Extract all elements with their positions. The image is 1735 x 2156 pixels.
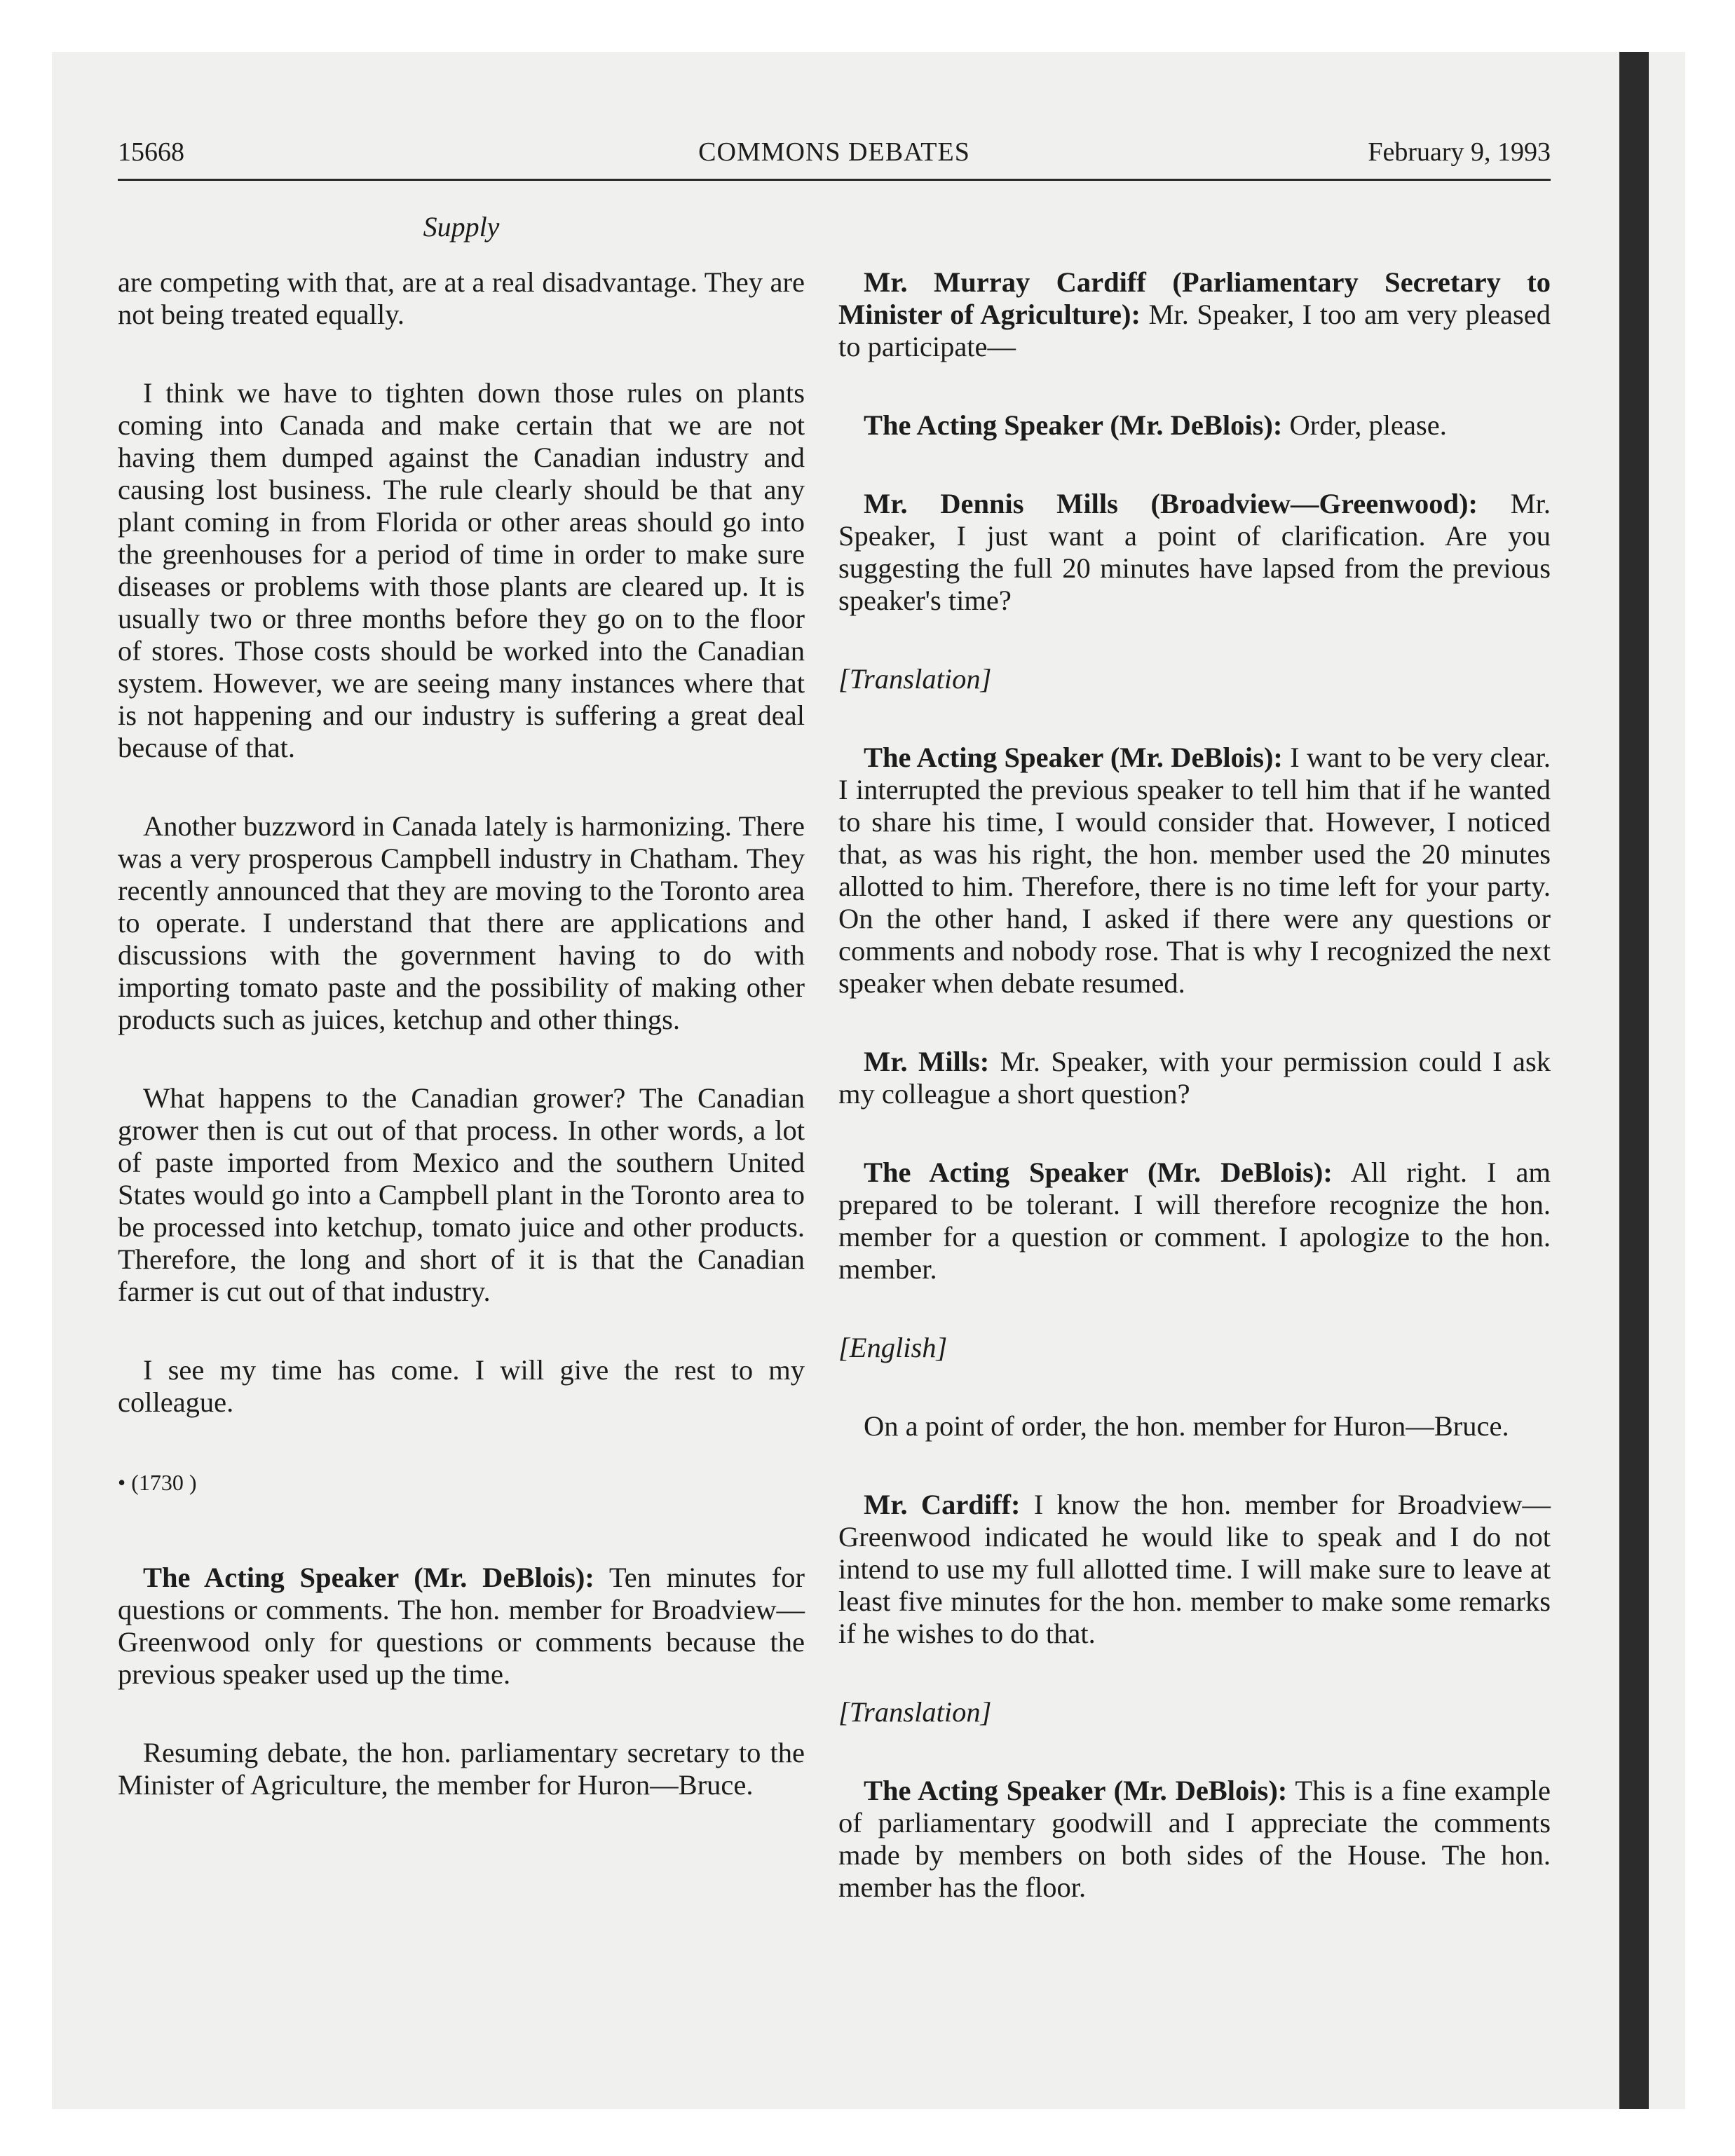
speaker-name: Mr. Dennis Mills (Broadview—Greenwood): — [864, 488, 1478, 519]
speech-text: All right. I am prepared to be tolerant. I will therefore recognize the hon. member for a question or comment. I apologize to the hon. member. — [838, 1157, 1551, 1285]
speech-text: Mr. Speaker, I too am very pleased to participate— — [838, 299, 1551, 362]
language-marker — [838, 1332, 1551, 1364]
speaker-name: The Acting Speaker (Mr. DeBlois): — [143, 1562, 594, 1593]
paragraph-text: Another buzzword in Canada lately is harmonizing. There was a very prosperous Campbell industry in Chatham. They recently announced that they are moving to the Toronto area to operate. I understand that there are applications and discussions with the government having to do with importing tomato paste and the possibility of making other products such as juices, ketchup and other things. — [118, 810, 805, 1035]
speaker-name: The Acting Speaker (Mr. DeBlois): — [864, 742, 1283, 773]
header-rule — [118, 179, 1551, 181]
paragraph — [118, 810, 805, 1036]
scan-edge-shadow — [1619, 52, 1649, 2109]
speech — [118, 1562, 805, 1691]
speech-text: I want to be very clear. I interrupted the previous speaker to tell him that if he wanted to share his time, I would consider that. However, I noticed that, as was his right, the hon. member used the 20 minutes allotted to him. Therefore, there is no time left for your party. On the other hand, I asked if there were any questions or comments and nobody rose. That is why I recognized the next speaker when debate resumed. — [838, 742, 1551, 999]
page-header — [118, 137, 1551, 176]
language-marker-text: [Translation] — [838, 663, 992, 695]
paragraph — [118, 1737, 805, 1801]
speech-text: Order, please. — [1282, 409, 1447, 441]
speech — [838, 742, 1551, 999]
speech-text: Mr. Speaker, I just want a point of clarification. Are you suggesting the full 20 minutes have lapsed from the previous speaker's time? — [838, 488, 1551, 616]
speaker-name: Mr. Cardiff: — [864, 1489, 1021, 1520]
speech — [838, 409, 1551, 442]
page-number: 15668 — [118, 137, 184, 167]
language-marker-text: [Translation] — [838, 1696, 992, 1728]
right-column — [838, 266, 1551, 1950]
paragraph-text: What happens to the Canadian grower? The Canadian grower then is cut out of that process. In other words, a lot of paste imported from Mexico and the southern United States would go into a Campbell plant in the Toronto area to be processed into ketchup, tomato juice and other products. Therefore, the long and short of it is that the Canadian farmer is cut out of that industry. — [118, 1082, 805, 1307]
language-marker — [838, 663, 1551, 695]
speaker-name: Mr. Murray Cardiff (Parliamentary Secretary to Minister of Agriculture): — [838, 266, 1551, 330]
speech — [838, 1489, 1551, 1650]
paragraph-text: are competing with that, are at a real disadvantage. They are not being treated equally. — [118, 266, 805, 330]
speech — [838, 1157, 1551, 1285]
language-marker-text: [English] — [838, 1332, 948, 1363]
paragraph-text: I think we have to tighten down those rules on plants coming into Canada and make certain that we are not having them dumped against the Canadian industry and causing lost business. The rule clearly should be that any plant coming in from Florida or other areas should go into the greenhouses for a period of time in order to make sure diseases or problems with those plants are cleared up. It is usually two or three months before they go on to the floor of stores. Those costs should be worked into the Canadian system. However, we are seeing many instances where that is not happening and our industry is suffering a great deal because of that. — [118, 377, 805, 763]
paragraph-text: I see my time has come. I will give the rest to my colleague. — [118, 1354, 805, 1418]
speech — [838, 1775, 1551, 1904]
speaker-name: The Acting Speaker (Mr. DeBlois): — [864, 1775, 1288, 1806]
paragraph — [118, 1354, 805, 1419]
time-marker — [118, 1465, 805, 1499]
paragraph-text: On a point of order, the hon. member for Huron—Bruce. — [864, 1410, 1509, 1442]
publication-date: February 9, 1993 — [1368, 137, 1551, 167]
language-marker — [838, 1696, 1551, 1728]
paragraph — [118, 266, 805, 331]
time-marker-text: • (1730 ) — [118, 1470, 197, 1495]
speech — [838, 1046, 1551, 1110]
speech — [838, 266, 1551, 363]
speech — [838, 488, 1551, 617]
speaker-name: Mr. Mills: — [864, 1046, 990, 1077]
speech-text: I know the hon. member for Broadview—Greenwood indicated he would like to speak and I do not intend to use my full allotted time. I will make sure to leave at least five minutes for the hon. member to make some remarks if he wishes to do that. — [838, 1489, 1551, 1649]
paragraph — [838, 1410, 1551, 1442]
publication-title: COMMONS DEBATES — [698, 137, 970, 167]
paragraph — [118, 377, 805, 764]
paragraph — [118, 1082, 805, 1308]
speech-text: This is a fine example of parliamentary goodwill and I appreciate the comments made by members on both sides of the House. The hon. member has the floor. — [838, 1775, 1551, 1903]
section-label: Supply — [423, 211, 500, 243]
paragraph-text: Resuming debate, the hon. parliamentary secretary to the Minister of Agriculture, the member for Huron—Bruce. — [118, 1737, 805, 1801]
speech-text: Mr. Speaker, with your permission could I ask my colleague a short question? — [838, 1046, 1551, 1110]
speaker-name: The Acting Speaker (Mr. DeBlois): — [864, 409, 1283, 441]
left-column — [118, 266, 805, 1848]
speaker-name: The Acting Speaker (Mr. DeBlois): — [864, 1157, 1333, 1188]
speech-text: Ten minutes for questions or comments. The hon. member for Broadview—Greenwood only for questions or comments because the previous speaker used up the time. — [118, 1562, 805, 1690]
